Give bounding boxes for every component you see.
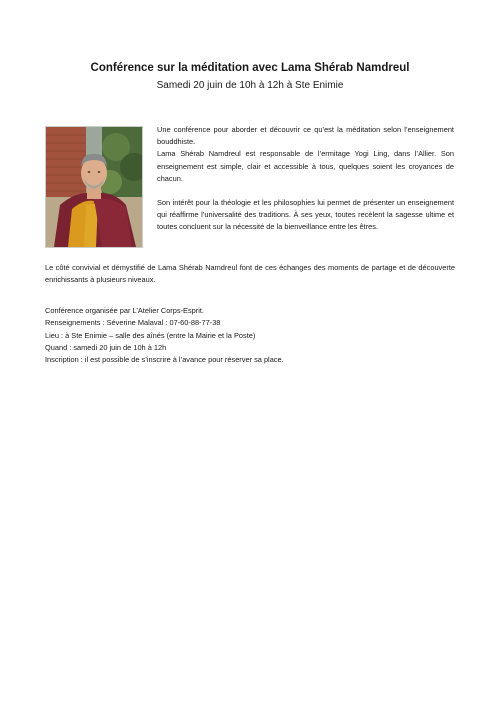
intro-paragraph-2: Son intérêt pour la théologie et les philosophies lui permet de présenter un enseignement qui réaffirme l’universalité des traditions. À ses yeux, toutes recèlent la sagesse ultime et toutes concluent sur la nécessité de la bienveillance entre les êtres. <box>157 198 454 232</box>
info-when: Quand : samedi 20 juin de 10h à 12h <box>45 342 167 352</box>
lama-portrait-photo <box>45 126 143 248</box>
intro-text <box>157 124 454 246</box>
intro-sentence-2: Lama Shérab Namdreul est responsable de l’ermitage Yogi Ling, dans l’Allier. Son enseignement est simple, clair et accessible à tous, quelques soient les croyances de chacun. <box>157 149 454 183</box>
intro-sentence-1: Une conférence pour aborder et découvrir ce qu’est la méditation selon l’enseignement bouddhiste. <box>157 125 454 147</box>
body-paragraph <box>45 262 455 286</box>
info-location: Lieu : à Ste Enimie – salle des aînés (entre la Mairie et la Poste) <box>45 330 256 340</box>
document-subtitle: Samedi 20 juin de 10h à 12h à Ste Enimie <box>156 80 344 91</box>
info-organizer: Conférence organisée par L’Atelier Corps-Esprit. <box>45 306 204 315</box>
practical-info <box>45 305 455 366</box>
info-contact: Renseignements : Séverine Malaval : 07-60-88-77-38 <box>45 318 221 328</box>
body-paragraph-text: Le côté convivial et démystifié de Lama Shérab Namdreul font de ces échanges des moments de partage et de découverte enrichissants à plusieurs niveaux. <box>45 263 455 285</box>
info-registration: Inscription : il est possible de s’inscrire à l’avance pour réserver sa place. <box>45 355 284 365</box>
document-title: Conférence sur la méditation avec Lama Shérab Namdreul <box>90 62 410 74</box>
